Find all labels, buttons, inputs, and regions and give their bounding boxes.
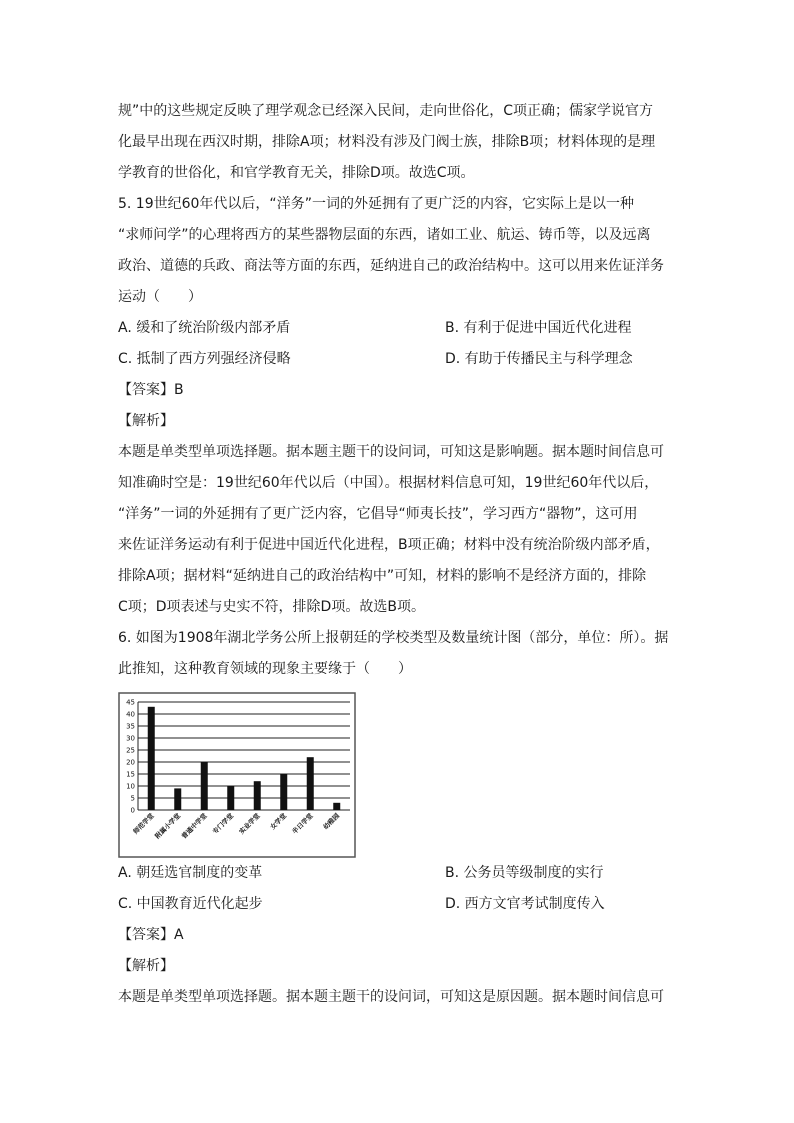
q5-stem-line: “求师问学”的心理将西方的某些器物层面的东西，诸如工业、航运、铸币等，以及远离 xyxy=(118,227,651,243)
q5-analysis-line: C项；D项表述与史实不符，排除D项。故选B项。 xyxy=(118,599,425,615)
bar xyxy=(280,774,287,810)
q5-options-row xyxy=(118,313,678,344)
q5-analysis-title: 【解析】 xyxy=(118,413,174,429)
document-page xyxy=(118,96,678,1013)
q5-analysis-line: 本题是单类型单项选择题。据本题主题干的设问词，可知这是影响题。据本题时间信息可 xyxy=(118,444,664,460)
q6-answer: 【答案】A xyxy=(118,927,184,943)
y-tick-label: 25 xyxy=(126,746,135,755)
school-count-chart xyxy=(118,692,356,858)
bar xyxy=(201,762,208,810)
x-tick-label: 幼稚园 xyxy=(321,811,342,832)
x-tick-label: 师范学堂 xyxy=(131,811,156,836)
x-tick-label: 半日学堂 xyxy=(290,811,315,836)
x-tick-label: 普通中学堂 xyxy=(180,811,209,841)
y-tick-label: 40 xyxy=(126,710,135,719)
x-tick-label: 女学堂 xyxy=(268,811,289,832)
intro-line: 化最早出现在西汉时期，排除A项；材料没有涉及门阀士族，排除B项；材料体现的是理 xyxy=(118,134,656,150)
q6-options-row xyxy=(118,858,678,889)
bar xyxy=(227,786,234,810)
y-tick-label: 15 xyxy=(126,770,135,779)
q6-stem-line: 此推知，这种教育领域的现象主要缘于（ ） xyxy=(118,661,412,677)
bar xyxy=(333,803,340,810)
y-tick-label: 45 xyxy=(126,698,135,707)
q5-analysis-line: 来佐证洋务运动有利于促进中国近代化进程，B项正确；材料中没有统治阶级内部矛盾， xyxy=(118,537,660,553)
y-tick-label: 10 xyxy=(126,782,135,791)
q6-option-a: A. 朝廷选官制度的变革 xyxy=(118,865,263,881)
bar xyxy=(174,788,181,810)
q5-analysis-line: 知准确时空是：19世纪60年代以后（中国）。根据材料信息可知，19世纪60年代以后， xyxy=(118,475,659,491)
q5-analysis-line: 排除A项；据材料“延纳进自己的政治结构中”可知，材料的影响不是经济方面的，排除 xyxy=(118,568,647,584)
q5-option-b: B. 有利于促进中国近代化进程 xyxy=(445,320,632,336)
q6-options-row xyxy=(118,889,678,920)
y-tick-label: 30 xyxy=(126,734,135,743)
y-tick-label: 35 xyxy=(126,722,135,731)
q5-stem-line: 运动（ ） xyxy=(118,289,202,305)
q6-option-c: C. 中国教育近代化起步 xyxy=(118,896,263,912)
q5-options-row xyxy=(118,344,678,375)
intro-line: 规”中的这些规定反映了理学观念已经深入民间，走向世俗化，C项正确；儒家学说官方 xyxy=(118,103,654,119)
q6-analysis-title: 【解析】 xyxy=(118,958,174,974)
q6-stem-line: 6. 如图为1908年湖北学务公所上报朝廷的学校类型及数量统计图（部分，单位：所）。据 xyxy=(118,630,669,646)
q5-stem-line: 政治、道德的兵政、商法等方面的东西，延纳进自己的政治结构中。这可以用来佐证洋务 xyxy=(118,258,664,274)
x-tick-label: 实业学堂 xyxy=(237,811,262,836)
bar-chart-svg xyxy=(118,692,356,858)
q6-option-b: B. 公务员等级制度的实行 xyxy=(445,865,604,881)
q5-answer: 【答案】B xyxy=(118,382,184,398)
q5-analysis-line: “洋务”一词的外延拥有了更广泛内容，它倡导“师夷长技”，学习西方“器物”，这可用 xyxy=(118,506,638,522)
y-tick-label: 0 xyxy=(130,806,135,815)
y-tick-label: 20 xyxy=(126,758,135,767)
q5-option-d: D. 有助于传播民主与科学理念 xyxy=(445,351,633,367)
intro-line: 学教育的世俗化，和官学教育无关，排除D项。故选C项。 xyxy=(118,165,475,181)
q6-option-d: D. 西方文官考试制度传入 xyxy=(445,896,605,912)
q5-option-a: A. 缓和了统治阶级内部矛盾 xyxy=(118,320,291,336)
q6-analysis-line: 本题是单类型单项选择题。据本题主题干的设问词，可知这是原因题。据本题时间信息可 xyxy=(118,989,664,1005)
x-tick-label: 专门学堂 xyxy=(211,811,236,836)
x-tick-label: 附属小学堂 xyxy=(153,811,183,841)
question-5 xyxy=(118,189,678,623)
bar xyxy=(254,781,261,810)
bar xyxy=(148,707,155,810)
bar xyxy=(307,757,314,810)
y-tick-label: 5 xyxy=(130,794,135,803)
q5-option-c: C. 抵制了西方列强经济侵略 xyxy=(118,351,291,367)
q5-stem-line: 5. 19世纪60年代以后，“洋务”一词的外延拥有了更广泛的内容，它实际上是以一种 xyxy=(118,196,634,212)
